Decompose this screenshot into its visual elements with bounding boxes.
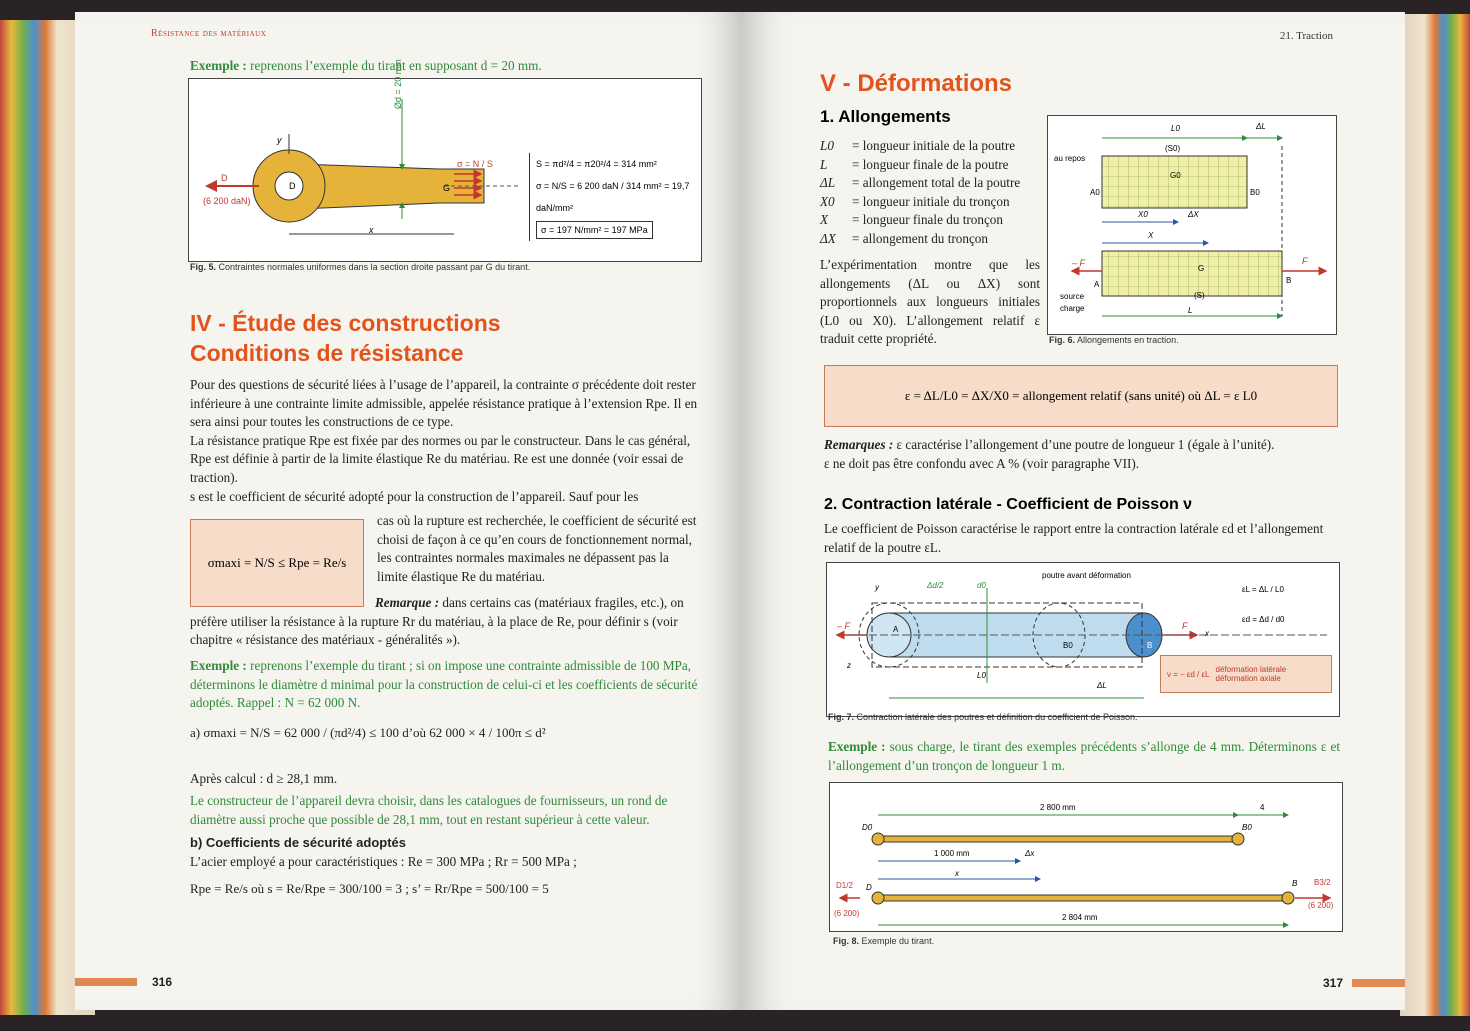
equation-a: a) σmaxi = N/S = 62 000 / (πd²/4) ≤ 100 d’où 62 000 × 4 / 100π ≤ d² [190,725,546,740]
running-header: Résistance des matériaux [151,28,267,39]
b-equation: Rpe = Re/s où s = Re/Rpe = 300/100 = 3 ; s’ = Rr/Rpe = 500/100 = 5 [190,881,549,896]
def-row: X0 = longueur initiale du tronçon [820,193,1010,209]
section-title-v: V - Déformations [820,70,1013,97]
subtitle-poisson: 2. Contraction latérale - Coefficient de Poisson ν [824,496,1193,513]
book-edge-right [1400,14,1470,1016]
fig6-caption: Fig. 6. Allongements en traction. [1049,335,1179,345]
def-row: L = longueur finale de la poutre [820,156,1009,172]
epsilon-box: ε = ΔL/L0 = ΔX/X0 = allongement relatif (sans unité) où ΔL = ε L0 [824,365,1338,427]
fig6-drawing [1048,116,1336,334]
fig7-caption: Fig. 7. Contraction latérale des poutres et définition du coefficient de Poisson. [828,712,1138,722]
figure-7: poutre avant déformation εL = ΔL / L0 εd = Δd / d0 L0 ΔL d0 Δd/2 A B B0 F – F x y z ν = – εd / εL déformation latérale déformation axiale [826,562,1340,717]
paragraph-rpe: Pour des questions de sécurité liées à l’usage de l’appareil, la contrainte σ précédente doit rester inférieure à une contrainte limite admissible, appelée résistance pratique à l’extension Rpe. Il en sera ainsi pour toutes les constructions de ce type. La résistance pratique Rpe est fixée par des normes ou par le constructeur. Dans le cas général, Rpe est définie à partir de la limite élastique Re du matériau. Re est une donnée (voir essai de traction). s est le coefficient de sécurité adopté pour la construction de l’appareil. Sauf pour les [190,377,698,504]
poisson-text: Le coefficient de Poisson caractérise le rapport entre la contraction latérale εd et l’allongement relatif de la poutre εL. [824,521,1324,555]
page-number-left: 316 [152,975,173,989]
experiment-text: L’expérimentation montre que les allongements (ΔL ou ΔX) sont proportionnels aux longueurs initiales (L0 ou X0). L’allongement relatif ε traduit cette propriété. [820,257,1040,347]
def-row: ΔX = allongement du tronçon [820,230,988,246]
definitions-list [820,137,1040,249]
after-calc: Après calcul : d ≥ 28,1 mm. [190,771,338,786]
subtitle-allongements: 1. Allongements [820,107,951,126]
constructor-note: Le constructeur de l’appareil devra choisir, dans les catalogues de fournisseurs, un rond de diamètre aussi proche que possible de 28,1 mm, tout en restant supérieur à cette valeur. [190,793,668,827]
page-number-right: 317 [1323,976,1344,990]
def-row: ΔL = allongement total de la poutre [820,175,1021,191]
paragraph-security: cas où la rupture est recherchée, le coefficient de sécurité est choisi de façon à ce qu’en cours de fonctionnement normal, les contraintes normales maximales ne dépassent pas la limite élastique Re du matériau. [377,513,697,584]
poisson-box: ν = – εd / εL déformation latérale déformation axiale [1160,655,1332,693]
b-title: b) Coefficients de sécurité adoptés [190,835,406,850]
figure-5: Ød = 20 mm D (6 200 daN) D G σ = N / S x y S = πd²/4 = π20²/4 = 314 mm² σ = N/S = 6 200 daN / 314 mm² = 19,7 daN/mm² σ = 197 N/mm² = 197 MPa [188,78,702,262]
page-left [75,12,743,1010]
fig5-caption: Fig. 5. Contraintes normales uniformes dans la section droite passant par G du tirant. [190,262,531,272]
def-row: L0 = longueur initiale de la poutre [820,138,1016,153]
fig8-caption: Fig. 8. Exemple du tirant. [833,936,935,946]
running-header-right: 21. Traction [1279,30,1333,42]
formula-box-resistance: σmaxi = N/S ≤ Rpe = Re/s [190,519,364,607]
example-1: Exemple : reprenons l’exemple du tirant en supposant d = 20 mm. [190,58,542,73]
section-title-iv: IV - Étude des constructions Conditions de résistance [190,310,501,366]
fig8-drawing [830,783,1342,931]
page-bar-left [75,978,137,986]
example-2: Exemple : reprenons l’exemple du tirant ; si on impose une contrainte admissible de 100 MPa, déterminons le diamètre d minimal pour la construction de celui-ci et les coefficients de sécurité adoptés. Rappel : N = 62 000 N. [190,658,698,711]
remark-left: Remarque : dans certains cas (matériaux fragiles, etc.), on préfère utiliser la résistance à la rupture Rr du matériau, à la place de Re, pour définir s (voir chapitre « résistance des matériaux - généralités »). [190,595,684,648]
b-text: L’acier employé a pour caractéristiques : Re = 300 MPa ; Rr = 500 MPa ; [190,854,577,869]
fig5-equations: S = πd²/4 = π20²/4 = 314 mm² σ = N/S = 6 200 daN / 314 mm² = 19,7 daN/mm² σ = 197 N/mm² = 197 MPa [529,153,701,241]
page-right [740,12,1405,1010]
example-right: Exemple : sous charge, le tirant des exemples précédents s’allonge de 4 mm. Déterminons ε et l’allongement d’un tronçon de longueur 1 m. [828,739,1340,773]
figure-8: 2 800 mm 4 1 000 mm Δx x 2 804 mm D0 B0 D B D1/2 B3/2 (6 200) (6 200) [829,782,1343,932]
remarks-right: Remarques : ε caractérise l’allongement d’une poutre de longueur 1 (égale à l’unité). ε ne doit pas être confondu avec A % (voir paragraphe VII). [824,437,1275,471]
page-bar-right [1352,979,1405,987]
figure-6: au repos source charge L0 ΔL (S0) (S) X0 ΔX X L A0 B0 G0 A B G F – F [1047,115,1337,335]
def-row: X = longueur finale du tronçon [820,212,1003,228]
